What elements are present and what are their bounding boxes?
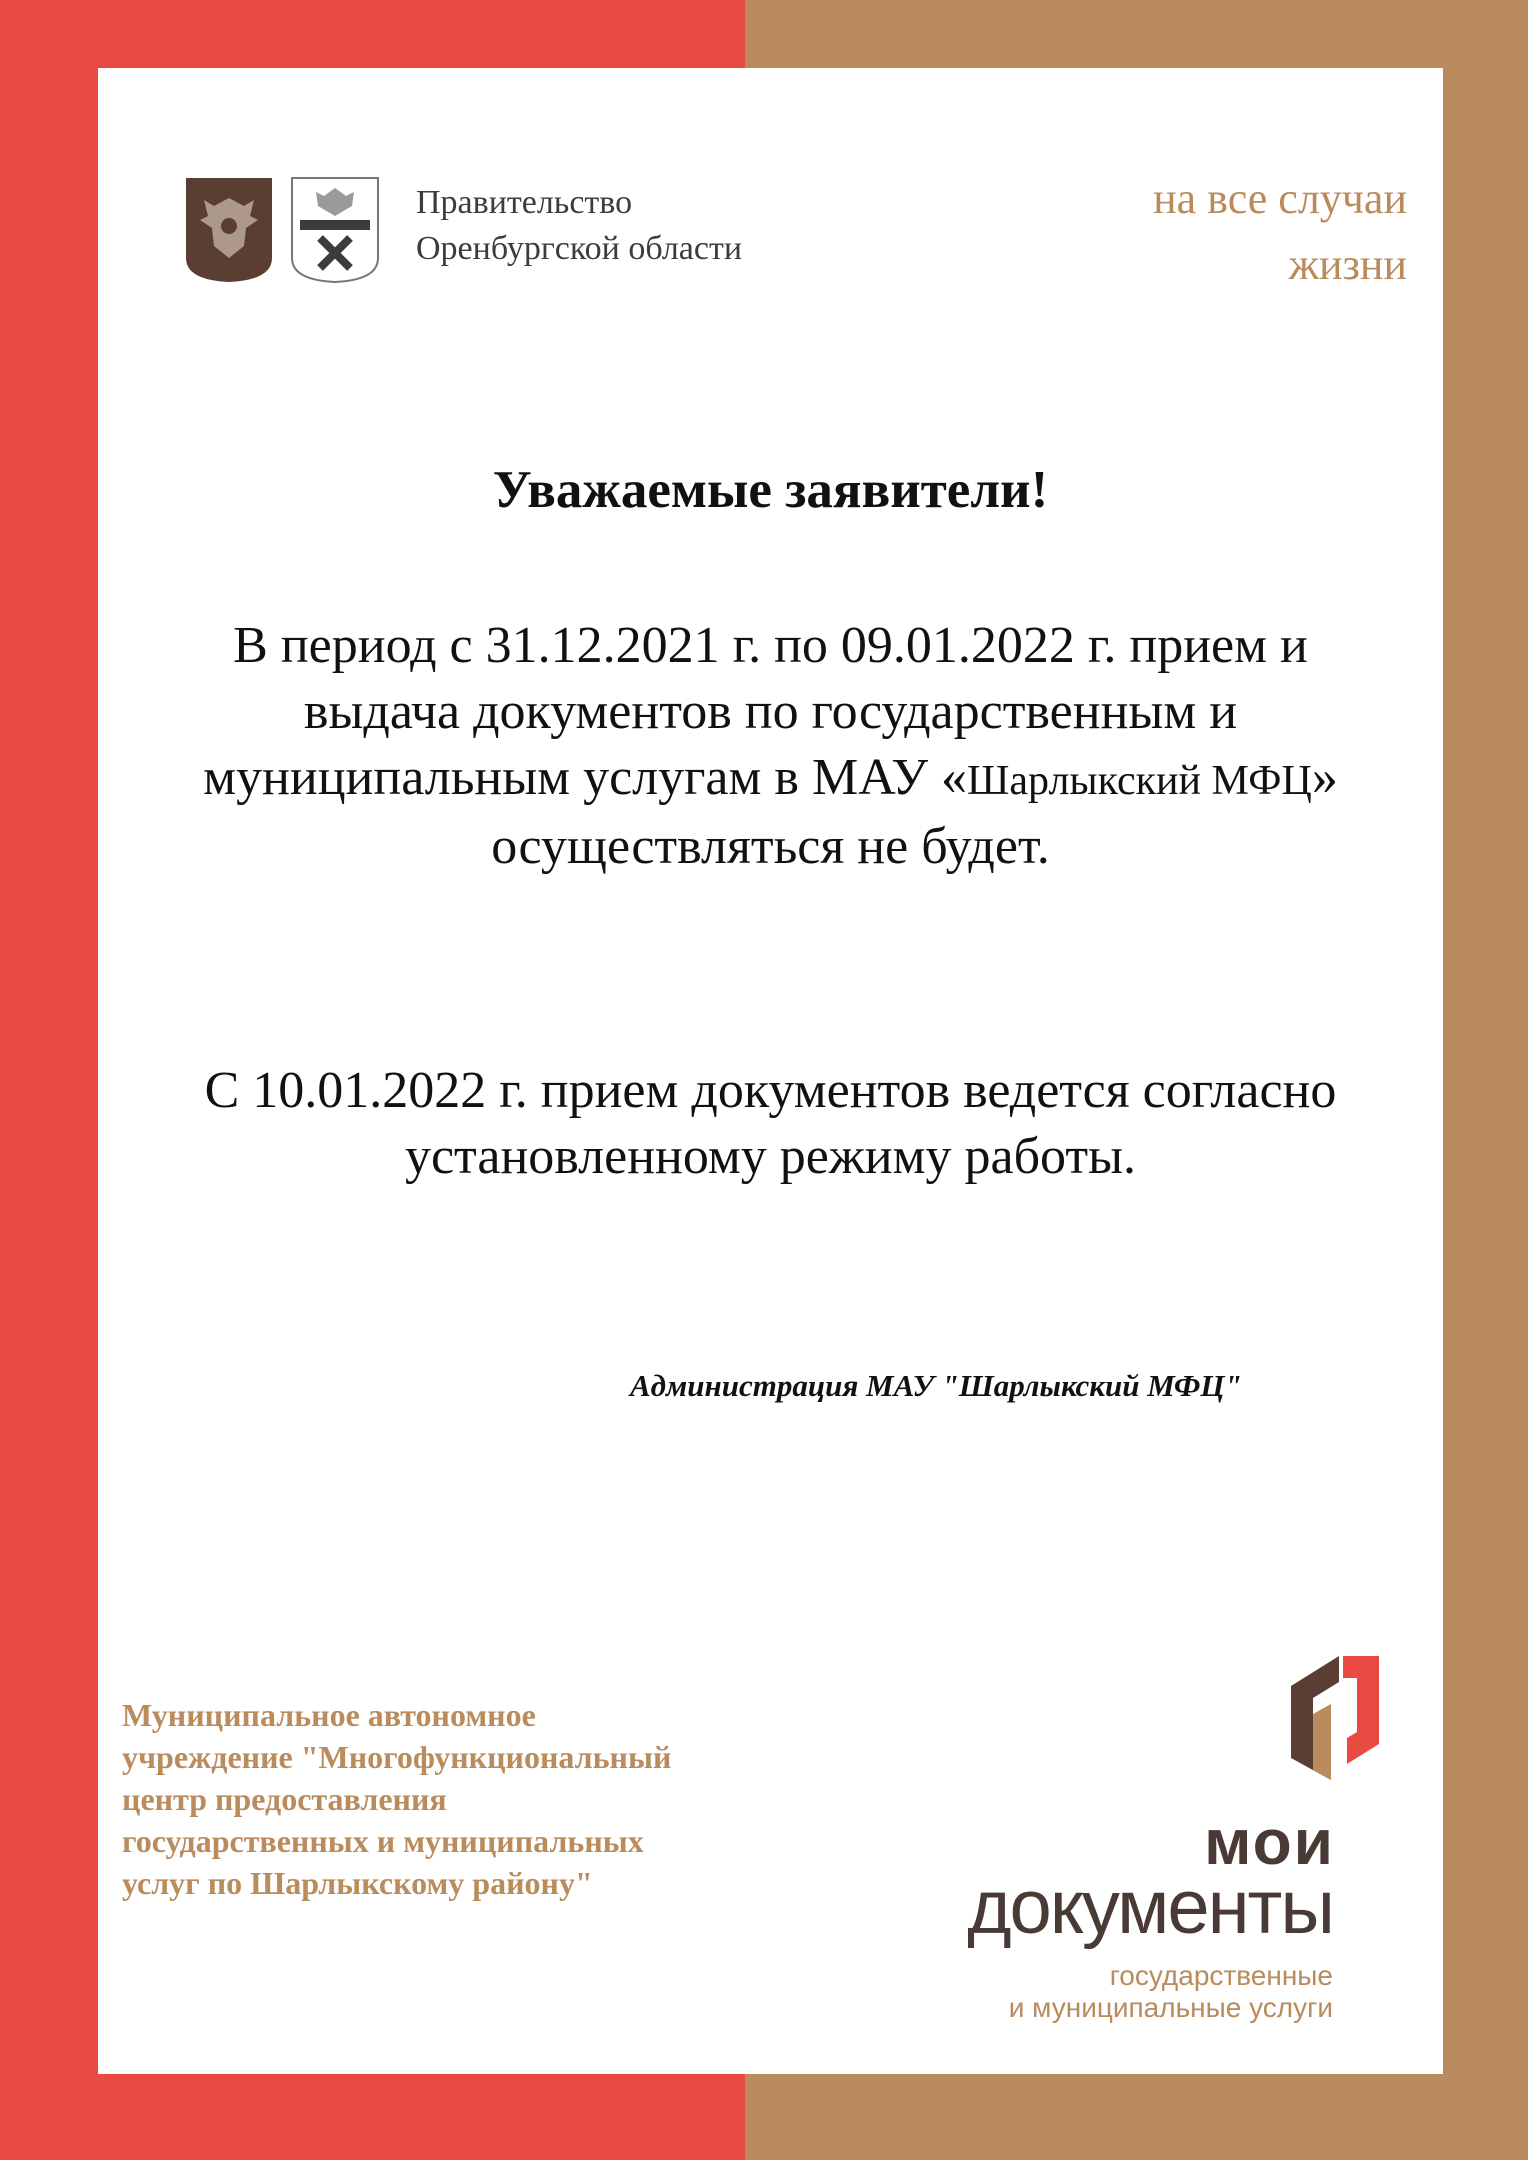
p1-part2: » осуществляться не будет. <box>491 749 1338 875</box>
russia-emblem-icon <box>184 176 274 284</box>
logo-sub-1: государственные <box>1109 1960 1333 1991</box>
orenburg-emblem-icon <box>290 176 380 284</box>
logo-moi: мои <box>1204 1806 1335 1878</box>
notice-paragraph-2: С 10.01.2022 г. прием документов ведется согласно установленному режиму работы. <box>204 1062 1337 1185</box>
organization-name: Муниципальное автономное учреждение "Многофункциональный центр предоставления государственных и муниципальных услуг по Шарлыкскому району" <box>122 1697 672 1901</box>
government-label <box>416 180 742 272</box>
moi-dokumenty-logo-icon <box>1273 1648 1393 1788</box>
logo-dokumenty: документы <box>967 1865 1333 1950</box>
notice-title: Уважаемые заявители! <box>492 461 1049 519</box>
notice-paragraph-1 <box>188 613 1353 880</box>
gov-line-1: Правительство <box>416 184 633 221</box>
logo-subtitle <box>1009 1960 1333 2024</box>
slogan-line-2: жизни <box>1288 240 1407 289</box>
signature: Администрация МАУ "Шарлыкский МФЦ" <box>630 1368 1242 1403</box>
slogan-line-1: на все случаи <box>1153 174 1407 223</box>
notice-sheet <box>98 68 1443 2074</box>
slogan <box>1153 166 1407 298</box>
gov-line-2: Оренбургской области <box>416 230 743 267</box>
p1-org-name: Шарлыкский МФЦ <box>967 758 1312 804</box>
p1-part1: В период с 31.12.2021 г. по 09.01.2022 г. прием и выдача документов по государственным и муниципальным услугам в МАУ « <box>203 617 1308 806</box>
logo-sub-2: и муниципальные услуги <box>1008 1992 1333 2023</box>
